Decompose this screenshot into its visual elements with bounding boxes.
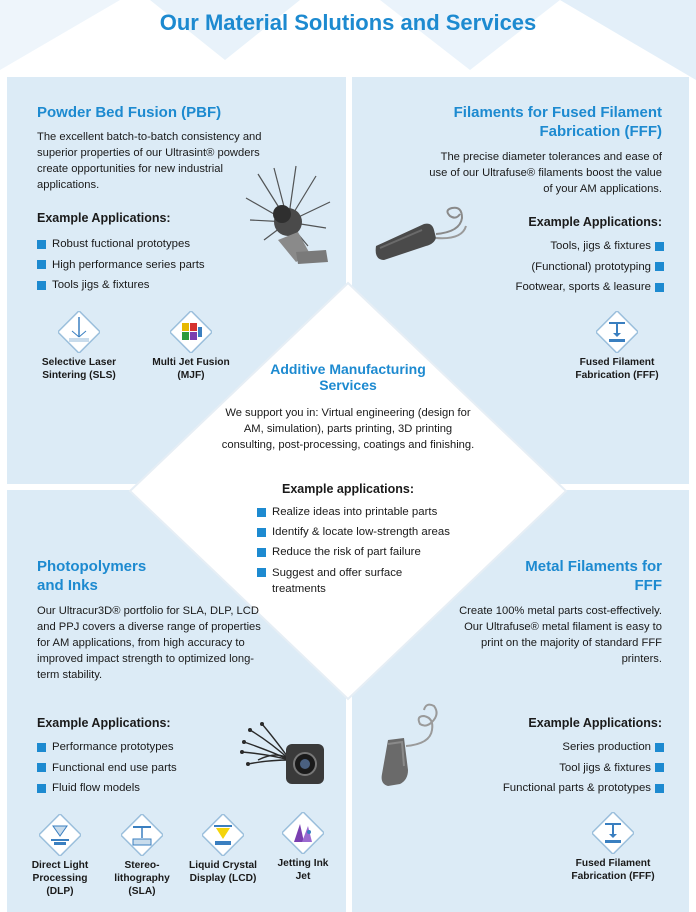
list-item: Reduce the risk of part failure xyxy=(257,542,477,562)
filament-part-photo xyxy=(370,202,475,264)
metal-applications-list xyxy=(442,737,664,799)
fff-icon xyxy=(592,812,634,854)
list-item: Robust fuctional prototypes xyxy=(37,234,205,255)
tech-mjf: Multi Jet Fusion (MJF) xyxy=(146,311,236,382)
metal-part-photo xyxy=(374,700,450,796)
ams-example-heading: Example applications: xyxy=(282,482,414,496)
list-item: Tools, jigs & fixtures xyxy=(442,236,664,257)
list-item: Functional end use parts xyxy=(37,758,177,779)
powder-photo xyxy=(238,162,338,274)
sls-icon xyxy=(58,311,100,353)
list-item: Identify & locate low-strength areas xyxy=(257,522,477,542)
metal-example-heading: Example Applications: xyxy=(528,716,662,730)
photo-example-heading: Example Applications: xyxy=(37,716,171,730)
mjf-icon xyxy=(170,311,212,353)
bullet-square-icon xyxy=(655,743,664,752)
bullet-square-icon xyxy=(37,743,46,752)
metal-title: Metal Filaments for FFF xyxy=(525,558,662,594)
photo-title: Photopolymers and Inks xyxy=(37,558,147,594)
ams-title: Additive Manufacturing Services xyxy=(270,361,426,393)
list-item: Realize ideas into printable parts xyxy=(257,502,477,522)
photo-applications-list xyxy=(37,737,177,799)
list-item: Tool jigs & fixtures xyxy=(442,758,664,779)
list-item: Series production xyxy=(442,737,664,758)
camera-photo xyxy=(238,720,328,790)
tech-lcd: Liquid Crystal Display (LCD) xyxy=(186,814,260,885)
list-item: Suggest and offer surface treatments xyxy=(257,562,477,596)
ams-description: We support you in: Virtual engineering (design for AM, simulation), parts printing, 3D printing consulting, post-processing, coatings and finishing. xyxy=(221,407,475,451)
pbf-title: Powder Bed Fusion (PBF) xyxy=(37,104,222,121)
bullet-square-icon xyxy=(257,568,266,577)
ams-applications-list xyxy=(257,502,477,596)
bullet-square-icon xyxy=(655,784,664,793)
tech-fff-bottom: Fused Filament Fabrication (FFF) xyxy=(564,812,662,883)
list-item: Footwear, sports & leasure xyxy=(442,277,664,298)
lcd-icon xyxy=(202,814,244,856)
bullet-square-icon xyxy=(257,548,266,557)
fff-description: The precise diameter tolerances and ease of use of our Ultrafuse® filaments boost the value of your AM applications. xyxy=(429,151,662,195)
bullet-square-icon xyxy=(37,763,46,772)
bullet-square-icon xyxy=(655,262,664,271)
fff-icon xyxy=(596,311,638,353)
tech-jetting: Jetting Ink Jet xyxy=(271,812,335,883)
tech-sls: Selective Laser Sintering (SLS) xyxy=(30,311,128,382)
list-item: High performance series parts xyxy=(37,255,205,276)
fff-example-heading: Example Applications: xyxy=(528,215,662,229)
bullet-square-icon xyxy=(37,240,46,249)
sla-icon xyxy=(121,814,163,856)
fff-applications-list xyxy=(442,236,664,298)
dlp-icon xyxy=(39,814,81,856)
list-item: Fluid flow models xyxy=(37,778,177,799)
bullet-square-icon xyxy=(257,508,266,517)
bullet-square-icon xyxy=(655,242,664,251)
tech-sla: Stereo-lithography (SLA) xyxy=(105,814,179,898)
list-item: Functional parts & prototypes xyxy=(442,778,664,799)
bullet-square-icon xyxy=(257,528,266,537)
bullet-square-icon xyxy=(37,281,46,290)
pbf-applications-list xyxy=(37,234,205,296)
photo-description: Our Ultracur3D® portfolio for SLA, DLP, LCD and PPJ covers a diverse range of properties for AM applications, from high accuracy to improved impact strength to optimized long-term stability. xyxy=(37,605,261,681)
pbf-description: The excellent batch-to-batch consistency and superior properties of our Ultrasint® powders create opportunities for new industrial applications. xyxy=(37,131,262,191)
tech-fff-top: Fused Filament Fabrication (FFF) xyxy=(570,311,664,382)
pbf-example-heading: Example Applications: xyxy=(37,211,171,225)
jetting-icon xyxy=(282,812,324,854)
metal-description: Create 100% metal parts cost-effectively. Our Ultrafuse® metal filament is easy to print on the majority of standard FFF printers. xyxy=(459,605,662,665)
list-item: Tools jigs & fixtures xyxy=(37,275,205,296)
list-item: Performance prototypes xyxy=(37,737,177,758)
bullet-square-icon xyxy=(37,784,46,793)
tech-dlp: Direct Light Processing (DLP) xyxy=(24,814,96,898)
bullet-square-icon xyxy=(37,260,46,269)
fff-title: Filaments for Fused Filament Fabrication (FFF) xyxy=(453,104,662,140)
bullet-square-icon xyxy=(655,283,664,292)
page-title: Our Material Solutions and Services xyxy=(159,10,537,35)
bullet-square-icon xyxy=(655,763,664,772)
list-item: (Functional) prototyping xyxy=(442,257,664,278)
